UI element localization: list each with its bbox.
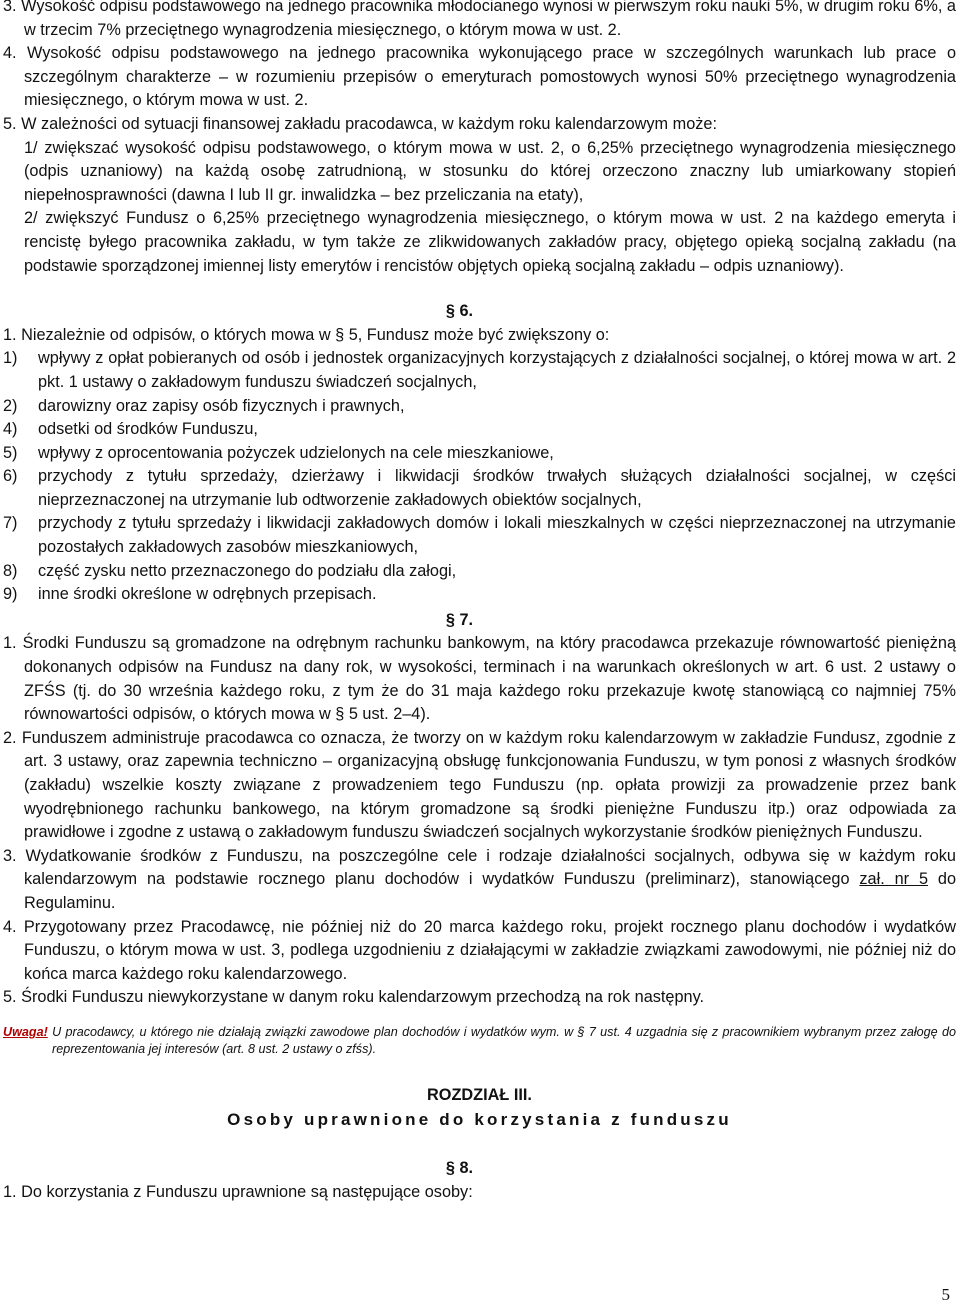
list-item	[3, 465, 956, 512]
section-6-intro: 1. Niezależnie od odpisów, o których mowa w § 5, Fundusz może być zwiększony o:	[3, 325, 610, 344]
section-7-paragraph-2: 2. Funduszem administruje pracodawca co oznacza, że tworzy on w każdym roku kalendarzowym w zakładzie Fundusz, zgodnie z art. 3 ustawy, oraz zapewnia techniczno – organizacyjną obsługę funkcjonowania Funduszu, w tym ponosi z własnych środków (zakładu) wszelkie koszty związane z prowadzeniem tego Funduszu (np. opłata prowizji za prowadzenie przez bank wyodrębnionego rachunku bankowego, na którym gromadzone są środki pieniężne Funduszu itp.) oraz odpowiada za prawidłowe i zgodne z ustawą o zakładowym funduszu świadczeń socjalnych wykorzystanie środków pieniężnych Funduszu.	[3, 728, 956, 842]
paragraph-4: 4. Wysokość odpisu podstawowego na jednego pracownika wykonującego prace w szczególnych warunkach lub prace o szczególnym charakterze – w rozumieniu przepisów o emeryturach pomostowych wynosi 50% przeciętnego wynagrodzenia miesięcznego, o którym mowa w ust. 2.	[3, 44, 956, 110]
section-7-paragraph-1: 1. Środki Funduszu są gromadzone na odrębnym rachunku bankowym, na który pracodawca przekazuje równowartość pieniężną dokonanych odpisów na Fundusz na dany rok, w wysokości, terminach i na warunkach określonych w art. 6 ust. 2 ustawy o ZFŚS (tj. do 30 września każdego roku, z tym że do 31 maja każdego roku przekazuje kwotę stanowiącą co najmniej 75% równowartości odpisów, o których mowa w § 5 ust. 2–4).	[3, 634, 956, 724]
list-item-number: 6)	[3, 467, 18, 486]
document-page	[3, 0, 956, 1204]
list-item-text: inne środki określone w odrębnych przepisach.	[38, 585, 377, 604]
paragraph-5: 5. W zależności od sytuacji finansowej zakładu pracodawca, w każdym roku kalendarzowym może:	[3, 114, 717, 133]
section-6-list	[3, 347, 956, 607]
list-item-text: przychody z tytułu sprzedaży i likwidacji zakładowych domów i lokali mieszkalnych w części nieprzeznaczonej na utrzymanie pozostałych zakładowych zasobów mieszkaniowych,	[38, 514, 956, 557]
section-8-paragraph-1: 1. Do korzystania z Funduszu uprawnione są następujące osoby:	[3, 1182, 473, 1201]
note-text: U pracodawcy, u którego nie działają związki zawodowe plan dochodów i wydatków wym. w § 7 ust. 4 uzgadnia się z pracownikiem wybranym przez załogę do reprezentowania jej interesów (art. 8 ust. 2 ustawy o zfśs).	[47, 1024, 956, 1056]
list-item-number: 5)	[3, 443, 18, 462]
annex-5-link: zał. nr 5	[859, 870, 929, 889]
section-7-paragraph-5: 5. Środki Funduszu niewykorzystane w danym roku kalendarzowym przechodzą na rok następny.	[3, 988, 705, 1007]
list-item-number: 1)	[3, 349, 18, 368]
list-item-number: 4)	[3, 420, 18, 439]
list-item	[3, 418, 956, 442]
chapter-title: ROZDZIAŁ III.	[427, 1085, 532, 1104]
list-item-number: 8)	[3, 561, 18, 580]
list-item-number: 7)	[3, 514, 18, 533]
list-item-text: odsetki od środków Funduszu,	[38, 420, 258, 439]
list-item	[3, 512, 956, 559]
list-item-text: darowizny oraz zapisy osób fizycznych i prawnych,	[38, 396, 405, 415]
paragraph-5-point-1: 1/ zwiększać wysokość odpisu podstawowego, o którym mowa w ust. 2, o 6,25% przeciętnego wynagrodzenia miesięcznego (odpis uznaniowy) na każdą osobę zatrudnioną, w stosunku do której orzeczono znaczny lub umiarkowany stopień niepełnosprawności (dawna I lub II gr. inwalidzka – bez przeliczania na etaty),	[24, 138, 956, 204]
list-item	[3, 395, 956, 419]
page-number: 5	[941, 1285, 950, 1305]
note-label: Uwaga!	[3, 1024, 48, 1039]
chapter-subtitle: Osoby uprawnione do korzystania z funduszu	[227, 1109, 732, 1129]
section-7-heading: § 7.	[445, 610, 474, 629]
list-item	[3, 560, 956, 584]
list-item-number: 9)	[3, 585, 18, 604]
section-7-paragraph-3-text: 3. Wydatkowanie środków z Funduszu, na poszczególne cele i rodzaje działalności socjalnych, odbywa się w każdym roku kalendarzowym na podstawie rocznego planu dochodów i wydatków Funduszu (preliminarz), stanowiącego	[3, 846, 956, 889]
list-item	[3, 442, 956, 466]
section-7-paragraph-3-end: do Regulaminu.	[24, 870, 957, 912]
list-item	[3, 583, 956, 607]
section-6-heading: § 6.	[445, 302, 474, 321]
list-item-text: wpływy z opłat pobieranych od osób i jednostek organizacyjnych korzystających z działalności socjalnej, o której mowa w art. 2 pkt. 1 ustawy o zakładowym funduszu świadczeń socjalnych,	[38, 349, 956, 391]
note	[3, 1024, 956, 1058]
list-item-text: przychody z tytułu sprzedaży, dzierżawy i likwidacji środków trwałych służących działalności socjalnej, w części nieprzeznaczonej na utrzymanie lub odtworzenie zakładowych obiektów socjalnych,	[38, 467, 956, 509]
section-7-paragraph-3	[3, 845, 956, 916]
paragraph-3: 3. Wysokość odpisu podstawowego na jednego pracownika młodocianego wynosi w pierwszym roku nauki 5%, w drugim roku 6%, a w trzecim 7% przeciętnego wynagrodzenia miesięcznego, o którym mowa w ust. 2.	[3, 0, 956, 39]
list-item-text: część zysku netto przeznaczonego do podziału dla załogi,	[38, 561, 457, 580]
list-item-number: 2)	[3, 396, 18, 415]
list-item-text: wpływy z oprocentowania pożyczek udzielonych na cele mieszkaniowe,	[38, 443, 554, 462]
paragraph-5-point-2: 2/ zwiększyć Fundusz o 6,25% przeciętnego wynagrodzenia miesięcznego, o którym mowa w ust. 2 na każdego emeryta i rencistę byłego pracownika zakładu, w tym także ze zlikwidowanych zakładów pracy, objętego opieką socjalną zakładu (na podstawie sporządzonej imiennej listy emerytów i rencistów objętych opieką socjalną zakładu – odpis uznaniowy).	[24, 209, 956, 275]
list-item	[3, 347, 956, 394]
section-8-heading: § 8.	[445, 1159, 474, 1178]
section-7-paragraph-4: 4. Przygotowany przez Pracodawcę, nie później niż do 20 marca każdego roku, projekt rocznego planu dochodów i wydatków Funduszu, o którym mowa w ust. 3, podlega uzgodnieniu z działającymi w zakładzie związkami zawodowymi, nie później niż do końca marca każdego roku kalendarzowego.	[3, 917, 956, 983]
